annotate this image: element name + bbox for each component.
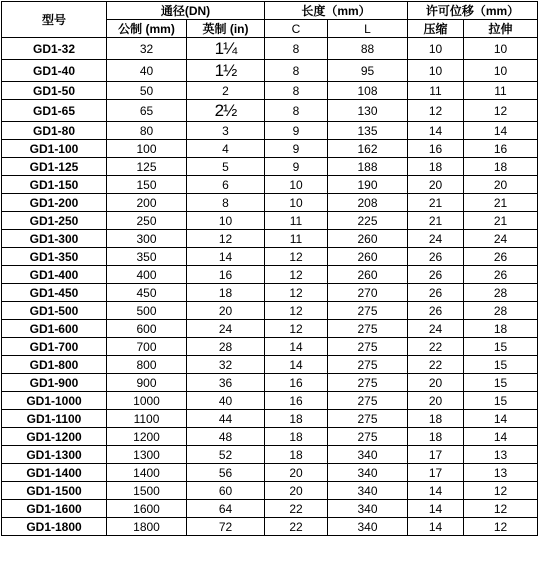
cell-length-l: 340 bbox=[328, 500, 408, 518]
cell-extension: 24 bbox=[464, 230, 538, 248]
cell-metric: 700 bbox=[107, 338, 187, 356]
table-row bbox=[2, 464, 538, 482]
cell-length-c: 11 bbox=[265, 212, 328, 230]
cell-extension: 16 bbox=[464, 140, 538, 158]
cell-extension: 15 bbox=[464, 392, 538, 410]
cell-length-l: 208 bbox=[328, 194, 408, 212]
table-row bbox=[2, 176, 538, 194]
table-row bbox=[2, 212, 538, 230]
cell-compression: 20 bbox=[408, 374, 464, 392]
table-row bbox=[2, 284, 538, 302]
cell-imperial: 56 bbox=[187, 464, 265, 482]
table-row bbox=[2, 122, 538, 140]
cell-imperial: 14 bbox=[187, 248, 265, 266]
header-extension: 拉伸 bbox=[464, 20, 538, 38]
cell-length-l: 88 bbox=[328, 38, 408, 60]
table-row bbox=[2, 82, 538, 100]
cell-imperial: 1¼ bbox=[187, 38, 265, 60]
cell-metric: 1300 bbox=[107, 446, 187, 464]
cell-extension: 18 bbox=[464, 158, 538, 176]
cell-metric: 1600 bbox=[107, 500, 187, 518]
cell-extension: 20 bbox=[464, 176, 538, 194]
cell-metric: 250 bbox=[107, 212, 187, 230]
cell-imperial: 6 bbox=[187, 176, 265, 194]
cell-extension: 14 bbox=[464, 410, 538, 428]
cell-model: GD1-500 bbox=[2, 302, 107, 320]
cell-metric: 50 bbox=[107, 82, 187, 100]
cell-compression: 22 bbox=[408, 338, 464, 356]
table-row bbox=[2, 266, 538, 284]
cell-extension: 26 bbox=[464, 266, 538, 284]
cell-model: GD1-400 bbox=[2, 266, 107, 284]
cell-model: GD1-800 bbox=[2, 356, 107, 374]
cell-model: GD1-100 bbox=[2, 140, 107, 158]
cell-metric: 1200 bbox=[107, 428, 187, 446]
cell-extension: 28 bbox=[464, 284, 538, 302]
cell-imperial: 60 bbox=[187, 482, 265, 500]
cell-length-c: 14 bbox=[265, 338, 328, 356]
cell-metric: 450 bbox=[107, 284, 187, 302]
table-row bbox=[2, 194, 538, 212]
cell-compression: 11 bbox=[408, 82, 464, 100]
cell-metric: 800 bbox=[107, 356, 187, 374]
table-body bbox=[2, 38, 538, 536]
table-row bbox=[2, 446, 538, 464]
cell-metric: 400 bbox=[107, 266, 187, 284]
cell-compression: 26 bbox=[408, 284, 464, 302]
cell-extension: 21 bbox=[464, 212, 538, 230]
cell-metric: 600 bbox=[107, 320, 187, 338]
cell-extension: 28 bbox=[464, 302, 538, 320]
cell-extension: 26 bbox=[464, 248, 538, 266]
table-row bbox=[2, 60, 538, 82]
cell-length-l: 275 bbox=[328, 410, 408, 428]
table-row bbox=[2, 356, 538, 374]
table-row bbox=[2, 158, 538, 176]
cell-imperial: 5 bbox=[187, 158, 265, 176]
cell-compression: 18 bbox=[408, 428, 464, 446]
cell-length-l: 260 bbox=[328, 248, 408, 266]
cell-metric: 300 bbox=[107, 230, 187, 248]
header-length: 长度（mm） bbox=[265, 2, 408, 20]
cell-model: GD1-125 bbox=[2, 158, 107, 176]
cell-compression: 12 bbox=[408, 100, 464, 122]
cell-imperial: 40 bbox=[187, 392, 265, 410]
cell-model: GD1-1800 bbox=[2, 518, 107, 536]
cell-compression: 24 bbox=[408, 320, 464, 338]
cell-length-l: 260 bbox=[328, 266, 408, 284]
cell-imperial: 52 bbox=[187, 446, 265, 464]
cell-model: GD1-40 bbox=[2, 60, 107, 82]
cell-length-l: 275 bbox=[328, 356, 408, 374]
header-length-l: L bbox=[328, 20, 408, 38]
cell-extension: 12 bbox=[464, 518, 538, 536]
cell-metric: 40 bbox=[107, 60, 187, 82]
cell-extension: 10 bbox=[464, 38, 538, 60]
cell-model: GD1-1500 bbox=[2, 482, 107, 500]
cell-length-c: 11 bbox=[265, 230, 328, 248]
cell-model: GD1-80 bbox=[2, 122, 107, 140]
cell-length-l: 340 bbox=[328, 482, 408, 500]
cell-compression: 26 bbox=[408, 248, 464, 266]
cell-imperial: 16 bbox=[187, 266, 265, 284]
table-row bbox=[2, 338, 538, 356]
header-dn: 通径(DN) bbox=[107, 2, 265, 20]
cell-extension: 12 bbox=[464, 500, 538, 518]
table-row bbox=[2, 248, 538, 266]
table-row bbox=[2, 482, 538, 500]
cell-imperial: 10 bbox=[187, 212, 265, 230]
cell-compression: 10 bbox=[408, 38, 464, 60]
cell-model: GD1-1000 bbox=[2, 392, 107, 410]
table-row bbox=[2, 518, 538, 536]
table-row bbox=[2, 230, 538, 248]
cell-extension: 13 bbox=[464, 446, 538, 464]
cell-length-c: 9 bbox=[265, 122, 328, 140]
cell-model: GD1-1300 bbox=[2, 446, 107, 464]
cell-imperial: 20 bbox=[187, 302, 265, 320]
cell-imperial: 8 bbox=[187, 194, 265, 212]
cell-length-l: 95 bbox=[328, 60, 408, 82]
table-row bbox=[2, 140, 538, 158]
cell-compression: 18 bbox=[408, 158, 464, 176]
cell-compression: 14 bbox=[408, 518, 464, 536]
cell-compression: 14 bbox=[408, 482, 464, 500]
cell-metric: 200 bbox=[107, 194, 187, 212]
cell-length-c: 16 bbox=[265, 374, 328, 392]
cell-length-l: 135 bbox=[328, 122, 408, 140]
header-dn-metric: 公制 (mm) bbox=[107, 20, 187, 38]
cell-length-l: 340 bbox=[328, 464, 408, 482]
cell-imperial: 72 bbox=[187, 518, 265, 536]
cell-length-c: 18 bbox=[265, 446, 328, 464]
cell-model: GD1-150 bbox=[2, 176, 107, 194]
cell-length-c: 12 bbox=[265, 266, 328, 284]
cell-model: GD1-300 bbox=[2, 230, 107, 248]
cell-metric: 1400 bbox=[107, 464, 187, 482]
cell-model: GD1-250 bbox=[2, 212, 107, 230]
cell-length-c: 12 bbox=[265, 320, 328, 338]
cell-compression: 22 bbox=[408, 356, 464, 374]
cell-extension: 15 bbox=[464, 374, 538, 392]
cell-extension: 12 bbox=[464, 482, 538, 500]
cell-compression: 20 bbox=[408, 176, 464, 194]
cell-imperial: 1½ bbox=[187, 60, 265, 82]
cell-model: GD1-50 bbox=[2, 82, 107, 100]
cell-length-l: 190 bbox=[328, 176, 408, 194]
cell-compression: 18 bbox=[408, 410, 464, 428]
cell-length-c: 18 bbox=[265, 428, 328, 446]
cell-length-c: 10 bbox=[265, 176, 328, 194]
header-compression: 压缩 bbox=[408, 20, 464, 38]
cell-extension: 21 bbox=[464, 194, 538, 212]
cell-length-l: 275 bbox=[328, 374, 408, 392]
cell-length-c: 12 bbox=[265, 284, 328, 302]
cell-metric: 1000 bbox=[107, 392, 187, 410]
cell-metric: 1500 bbox=[107, 482, 187, 500]
cell-metric: 350 bbox=[107, 248, 187, 266]
cell-model: GD1-1200 bbox=[2, 428, 107, 446]
cell-imperial: 32 bbox=[187, 356, 265, 374]
cell-compression: 24 bbox=[408, 230, 464, 248]
cell-compression: 21 bbox=[408, 212, 464, 230]
cell-length-c: 12 bbox=[265, 248, 328, 266]
cell-compression: 14 bbox=[408, 122, 464, 140]
cell-model: GD1-350 bbox=[2, 248, 107, 266]
cell-extension: 12 bbox=[464, 100, 538, 122]
cell-imperial: 36 bbox=[187, 374, 265, 392]
cell-length-c: 18 bbox=[265, 410, 328, 428]
cell-imperial: 24 bbox=[187, 320, 265, 338]
cell-compression: 20 bbox=[408, 392, 464, 410]
cell-imperial: 48 bbox=[187, 428, 265, 446]
cell-metric: 80 bbox=[107, 122, 187, 140]
cell-length-c: 8 bbox=[265, 100, 328, 122]
cell-length-l: 162 bbox=[328, 140, 408, 158]
cell-length-c: 8 bbox=[265, 60, 328, 82]
cell-model: GD1-900 bbox=[2, 374, 107, 392]
cell-imperial: 44 bbox=[187, 410, 265, 428]
cell-imperial: 4 bbox=[187, 140, 265, 158]
cell-metric: 125 bbox=[107, 158, 187, 176]
cell-imperial: 2 bbox=[187, 82, 265, 100]
spec-table bbox=[1, 1, 538, 536]
cell-compression: 17 bbox=[408, 446, 464, 464]
table-row bbox=[2, 410, 538, 428]
cell-extension: 11 bbox=[464, 82, 538, 100]
header-dn-imperial: 英制 (in) bbox=[187, 20, 265, 38]
cell-model: GD1-200 bbox=[2, 194, 107, 212]
cell-imperial: 64 bbox=[187, 500, 265, 518]
table-row bbox=[2, 38, 538, 60]
cell-length-l: 275 bbox=[328, 320, 408, 338]
cell-length-c: 10 bbox=[265, 194, 328, 212]
cell-imperial: 3 bbox=[187, 122, 265, 140]
cell-extension: 15 bbox=[464, 338, 538, 356]
cell-model: GD1-600 bbox=[2, 320, 107, 338]
cell-length-l: 130 bbox=[328, 100, 408, 122]
table-row bbox=[2, 100, 538, 122]
cell-length-l: 340 bbox=[328, 518, 408, 536]
cell-length-c: 8 bbox=[265, 82, 328, 100]
cell-model: GD1-1100 bbox=[2, 410, 107, 428]
cell-length-l: 275 bbox=[328, 302, 408, 320]
cell-imperial: 28 bbox=[187, 338, 265, 356]
cell-model: GD1-65 bbox=[2, 100, 107, 122]
cell-model: GD1-450 bbox=[2, 284, 107, 302]
cell-length-c: 9 bbox=[265, 158, 328, 176]
cell-compression: 17 bbox=[408, 464, 464, 482]
table-row bbox=[2, 374, 538, 392]
cell-length-c: 14 bbox=[265, 356, 328, 374]
cell-length-c: 8 bbox=[265, 38, 328, 60]
cell-metric: 150 bbox=[107, 176, 187, 194]
header-length-c: C bbox=[265, 20, 328, 38]
cell-metric: 100 bbox=[107, 140, 187, 158]
cell-imperial: 12 bbox=[187, 230, 265, 248]
cell-length-c: 12 bbox=[265, 302, 328, 320]
table-row bbox=[2, 392, 538, 410]
cell-length-l: 275 bbox=[328, 338, 408, 356]
cell-model: GD1-700 bbox=[2, 338, 107, 356]
cell-extension: 14 bbox=[464, 122, 538, 140]
cell-length-c: 9 bbox=[265, 140, 328, 158]
cell-length-c: 22 bbox=[265, 518, 328, 536]
cell-compression: 10 bbox=[408, 60, 464, 82]
table-row bbox=[2, 500, 538, 518]
cell-model: GD1-1600 bbox=[2, 500, 107, 518]
cell-metric: 1800 bbox=[107, 518, 187, 536]
cell-length-l: 340 bbox=[328, 446, 408, 464]
cell-length-c: 20 bbox=[265, 482, 328, 500]
header-model: 型号 bbox=[2, 2, 107, 38]
cell-extension: 15 bbox=[464, 356, 538, 374]
cell-metric: 1100 bbox=[107, 410, 187, 428]
cell-length-l: 275 bbox=[328, 392, 408, 410]
cell-metric: 65 bbox=[107, 100, 187, 122]
cell-extension: 18 bbox=[464, 320, 538, 338]
cell-length-l: 108 bbox=[328, 82, 408, 100]
cell-compression: 26 bbox=[408, 302, 464, 320]
header-displacement: 许可位移（mm） bbox=[408, 2, 538, 20]
cell-length-l: 188 bbox=[328, 158, 408, 176]
cell-compression: 16 bbox=[408, 140, 464, 158]
cell-length-l: 225 bbox=[328, 212, 408, 230]
cell-length-c: 22 bbox=[265, 500, 328, 518]
cell-length-l: 275 bbox=[328, 428, 408, 446]
table-row bbox=[2, 320, 538, 338]
cell-metric: 32 bbox=[107, 38, 187, 60]
cell-compression: 21 bbox=[408, 194, 464, 212]
cell-compression: 14 bbox=[408, 500, 464, 518]
cell-metric: 500 bbox=[107, 302, 187, 320]
cell-compression: 26 bbox=[408, 266, 464, 284]
cell-extension: 14 bbox=[464, 428, 538, 446]
cell-length-l: 260 bbox=[328, 230, 408, 248]
cell-imperial: 2½ bbox=[187, 100, 265, 122]
cell-model: GD1-32 bbox=[2, 38, 107, 60]
table-row bbox=[2, 428, 538, 446]
table-row bbox=[2, 302, 538, 320]
cell-extension: 10 bbox=[464, 60, 538, 82]
cell-length-l: 270 bbox=[328, 284, 408, 302]
cell-length-c: 20 bbox=[265, 464, 328, 482]
cell-extension: 13 bbox=[464, 464, 538, 482]
cell-metric: 900 bbox=[107, 374, 187, 392]
cell-model: GD1-1400 bbox=[2, 464, 107, 482]
cell-length-c: 16 bbox=[265, 392, 328, 410]
cell-imperial: 18 bbox=[187, 284, 265, 302]
